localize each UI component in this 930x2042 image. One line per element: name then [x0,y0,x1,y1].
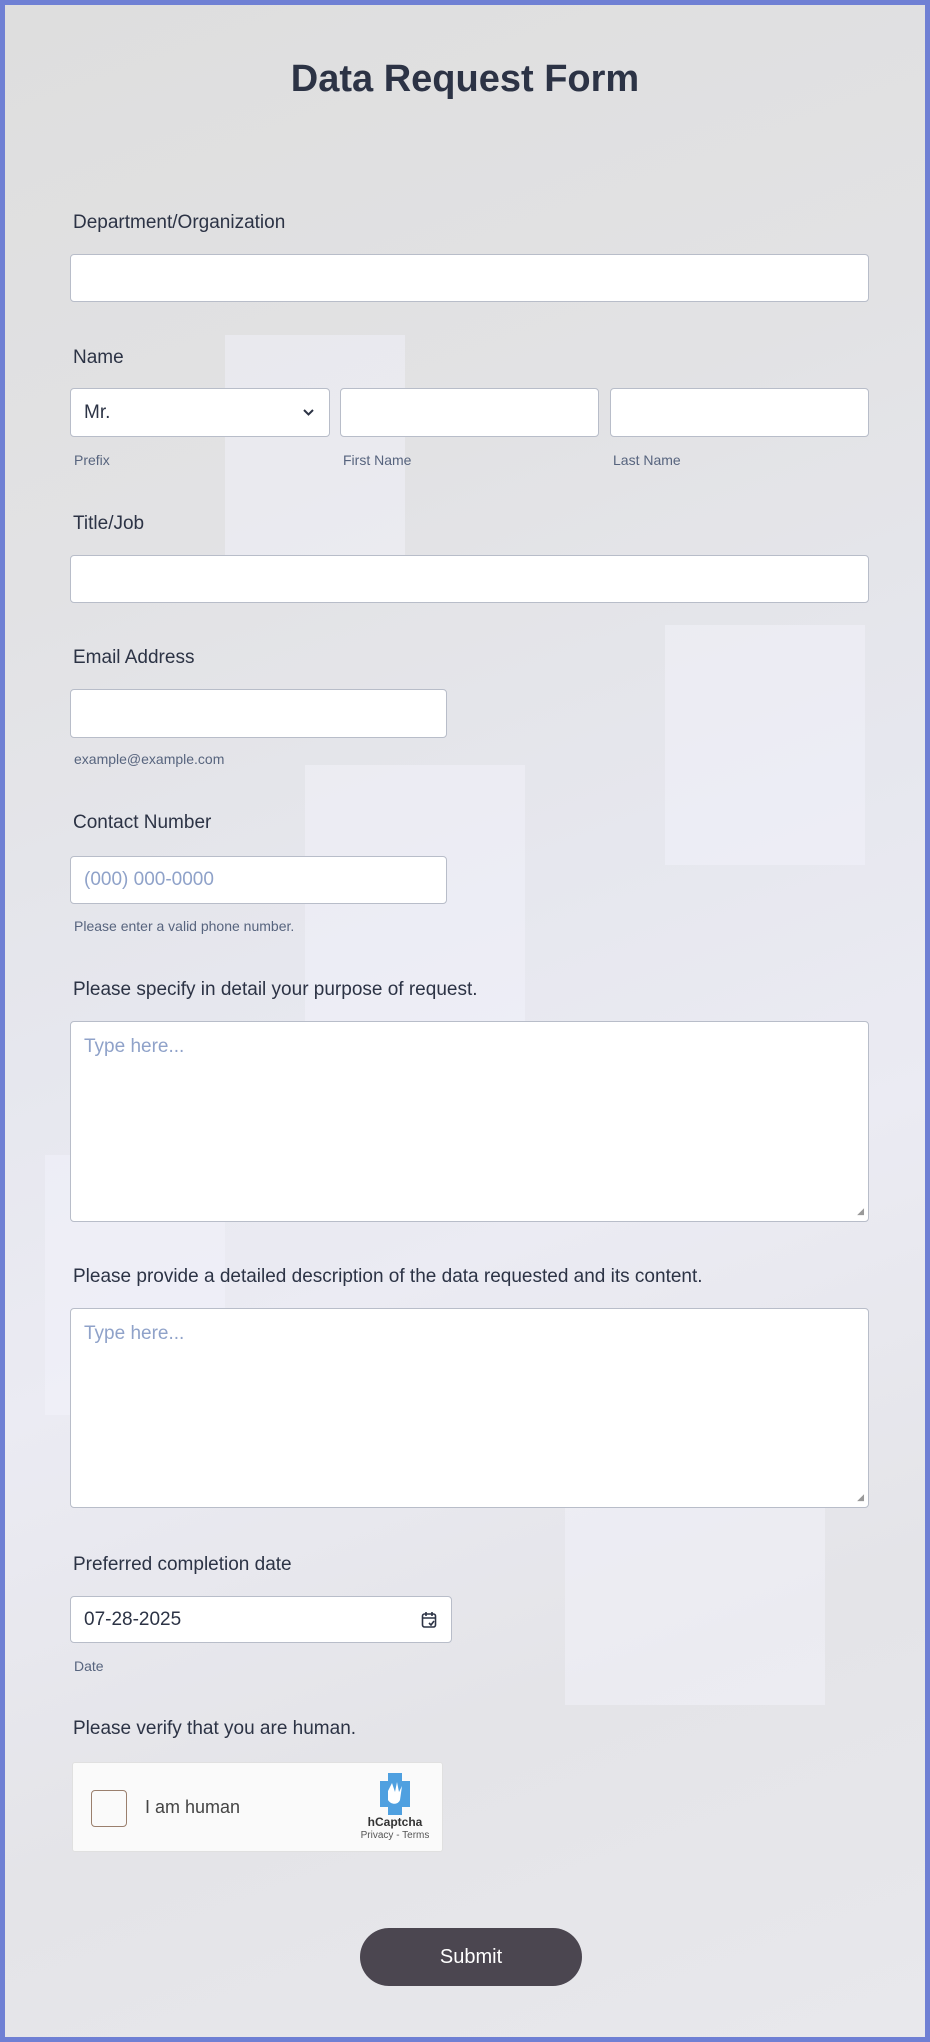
bg-shape [665,625,865,865]
department-label: Department/Organization [73,212,286,233]
resize-handle-icon[interactable]: ◢ [857,1492,864,1502]
captcha-label: Please verify that you are human. [73,1718,357,1739]
hcaptcha-widget [72,1762,443,1852]
phone-input[interactable] [70,856,447,904]
date-sublabel: Date [74,1658,104,1674]
description-label: Please provide a detailed description of the data requested and its content. [73,1266,703,1287]
phone-sublabel: Please enter a valid phone number. [74,918,295,934]
last-name-input[interactable] [610,388,869,437]
hcaptcha-links[interactable]: Privacy - Terms [360,1830,430,1841]
prefix-sublabel: Prefix [74,452,110,468]
calendar-icon[interactable] [421,1611,437,1629]
phone-placeholder: (000) 000-0000 [84,869,214,890]
department-input[interactable] [70,254,869,302]
resize-handle-icon[interactable]: ◢ [857,1206,864,1216]
purpose-placeholder: Type here... [84,1036,185,1057]
title-job-label: Title/Job [73,513,145,534]
first-name-sublabel: First Name [343,452,412,468]
date-label: Preferred completion date [73,1554,292,1575]
email-sublabel: example@example.com [74,751,225,767]
bg-shape [305,765,525,1065]
title-job-input[interactable] [70,555,869,603]
description-placeholder: Type here... [84,1323,185,1344]
name-label: Name [73,347,124,368]
prefix-select[interactable] [70,388,330,437]
date-value: 07-28-2025 [84,1608,182,1630]
chevron-down-icon [302,408,315,417]
submit-button[interactable]: Submit [360,1928,582,1986]
description-textarea[interactable] [70,1308,869,1508]
page-title: Data Request Form [290,58,640,100]
email-input[interactable] [70,689,447,738]
hcaptcha-brand: hCaptcha [367,1815,423,1829]
contact-label: Contact Number [73,812,212,833]
email-label: Email Address [73,647,195,668]
prefix-value: Mr. [84,401,111,423]
first-name-input[interactable] [340,388,599,437]
date-input[interactable] [70,1596,452,1643]
purpose-textarea[interactable] [70,1021,869,1222]
captcha-checkbox[interactable] [91,1790,127,1827]
last-name-sublabel: Last Name [613,452,681,468]
hcaptcha-logo-icon [375,1773,415,1815]
purpose-label: Please specify in detail your purpose of request. [73,979,478,1000]
captcha-checkbox-label: I am human [145,1797,241,1817]
